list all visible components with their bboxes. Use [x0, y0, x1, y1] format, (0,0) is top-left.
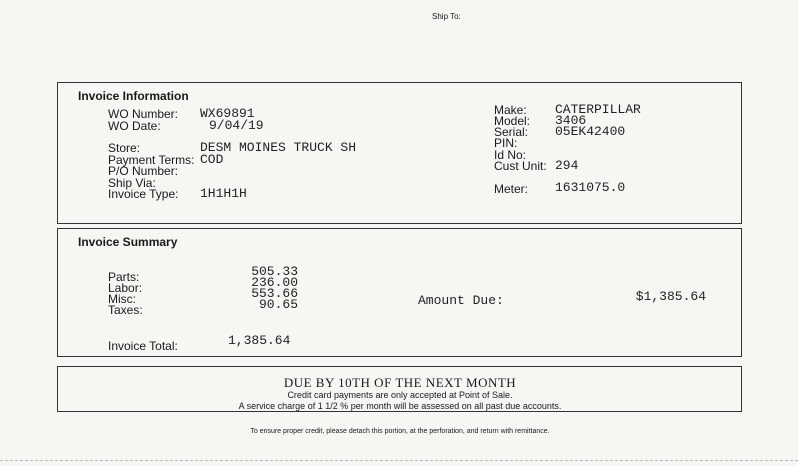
amount-due-value: $1,385.64	[635, 289, 706, 304]
model-value: 3406	[555, 113, 587, 128]
wo-number-value: WX69891	[200, 106, 255, 121]
wo-date-label: WO Date:	[108, 119, 161, 133]
amount-due-label: Amount Due:	[418, 293, 504, 308]
make-label: Make:	[494, 103, 527, 117]
misc-label: Misc:	[108, 292, 136, 306]
payment-terms-value: COD	[200, 152, 224, 167]
store-value: DESM MOINES TRUCK SH	[200, 140, 357, 155]
detach-notice: To ensure proper credit, please detach this portion, at the perforation, and return with remittance.	[250, 428, 550, 435]
id-no-label: Id No:	[494, 148, 527, 162]
model-label: Model:	[494, 114, 531, 128]
meter-value: 1631075.0	[555, 180, 626, 195]
wo-number-label: WO Number:	[108, 107, 179, 121]
service-charge-notice: A service charge of 1 1/2 % per month will be assessed on all past due accounts.	[238, 401, 562, 411]
invoice-type-value: 1H1H1H	[200, 186, 247, 201]
parts-label: Parts:	[108, 270, 140, 284]
pin-label: PIN:	[494, 136, 518, 150]
misc-value: 553.66	[251, 286, 298, 301]
credit-card-notice: Credit card payments are only accepted at Point of Sale.	[287, 390, 513, 400]
invoice-type-label: Invoice Type:	[108, 187, 179, 201]
due-notice: DUE BY 10TH OF THE NEXT MONTH	[283, 375, 517, 390]
store-label: Store:	[108, 141, 141, 155]
ship-via-label: Ship Via:	[108, 176, 156, 190]
wo-date-value: 9/04/19	[209, 118, 264, 133]
labor-value: 236.00	[251, 275, 298, 290]
cust-unit-label: Cust Unit:	[494, 159, 547, 173]
make-value: CATERPILLAR	[555, 102, 641, 117]
invoice-information-title: Invoice Information	[78, 89, 189, 103]
invoice-summary-title: Invoice Summary	[78, 235, 178, 249]
parts-value: 505.33	[251, 264, 298, 279]
taxes-value: 90.65	[258, 297, 298, 312]
ship-to-label: Ship To:	[432, 12, 461, 21]
labor-label: Labor:	[108, 281, 143, 295]
meter-label: Meter:	[494, 182, 529, 196]
invoice-total-value: 1,385.64	[228, 333, 291, 348]
po-number-label: P/O Number:	[108, 164, 179, 178]
perforation-line	[0, 460, 798, 461]
serial-value: 05EK42400	[555, 124, 626, 139]
cust-unit-value: 294	[555, 158, 579, 173]
payment-terms-label: Payment Terms:	[108, 153, 195, 167]
invoice-total-label: Invoice Total:	[108, 339, 178, 353]
serial-label: Serial:	[494, 125, 529, 139]
taxes-label: Taxes:	[108, 303, 143, 317]
